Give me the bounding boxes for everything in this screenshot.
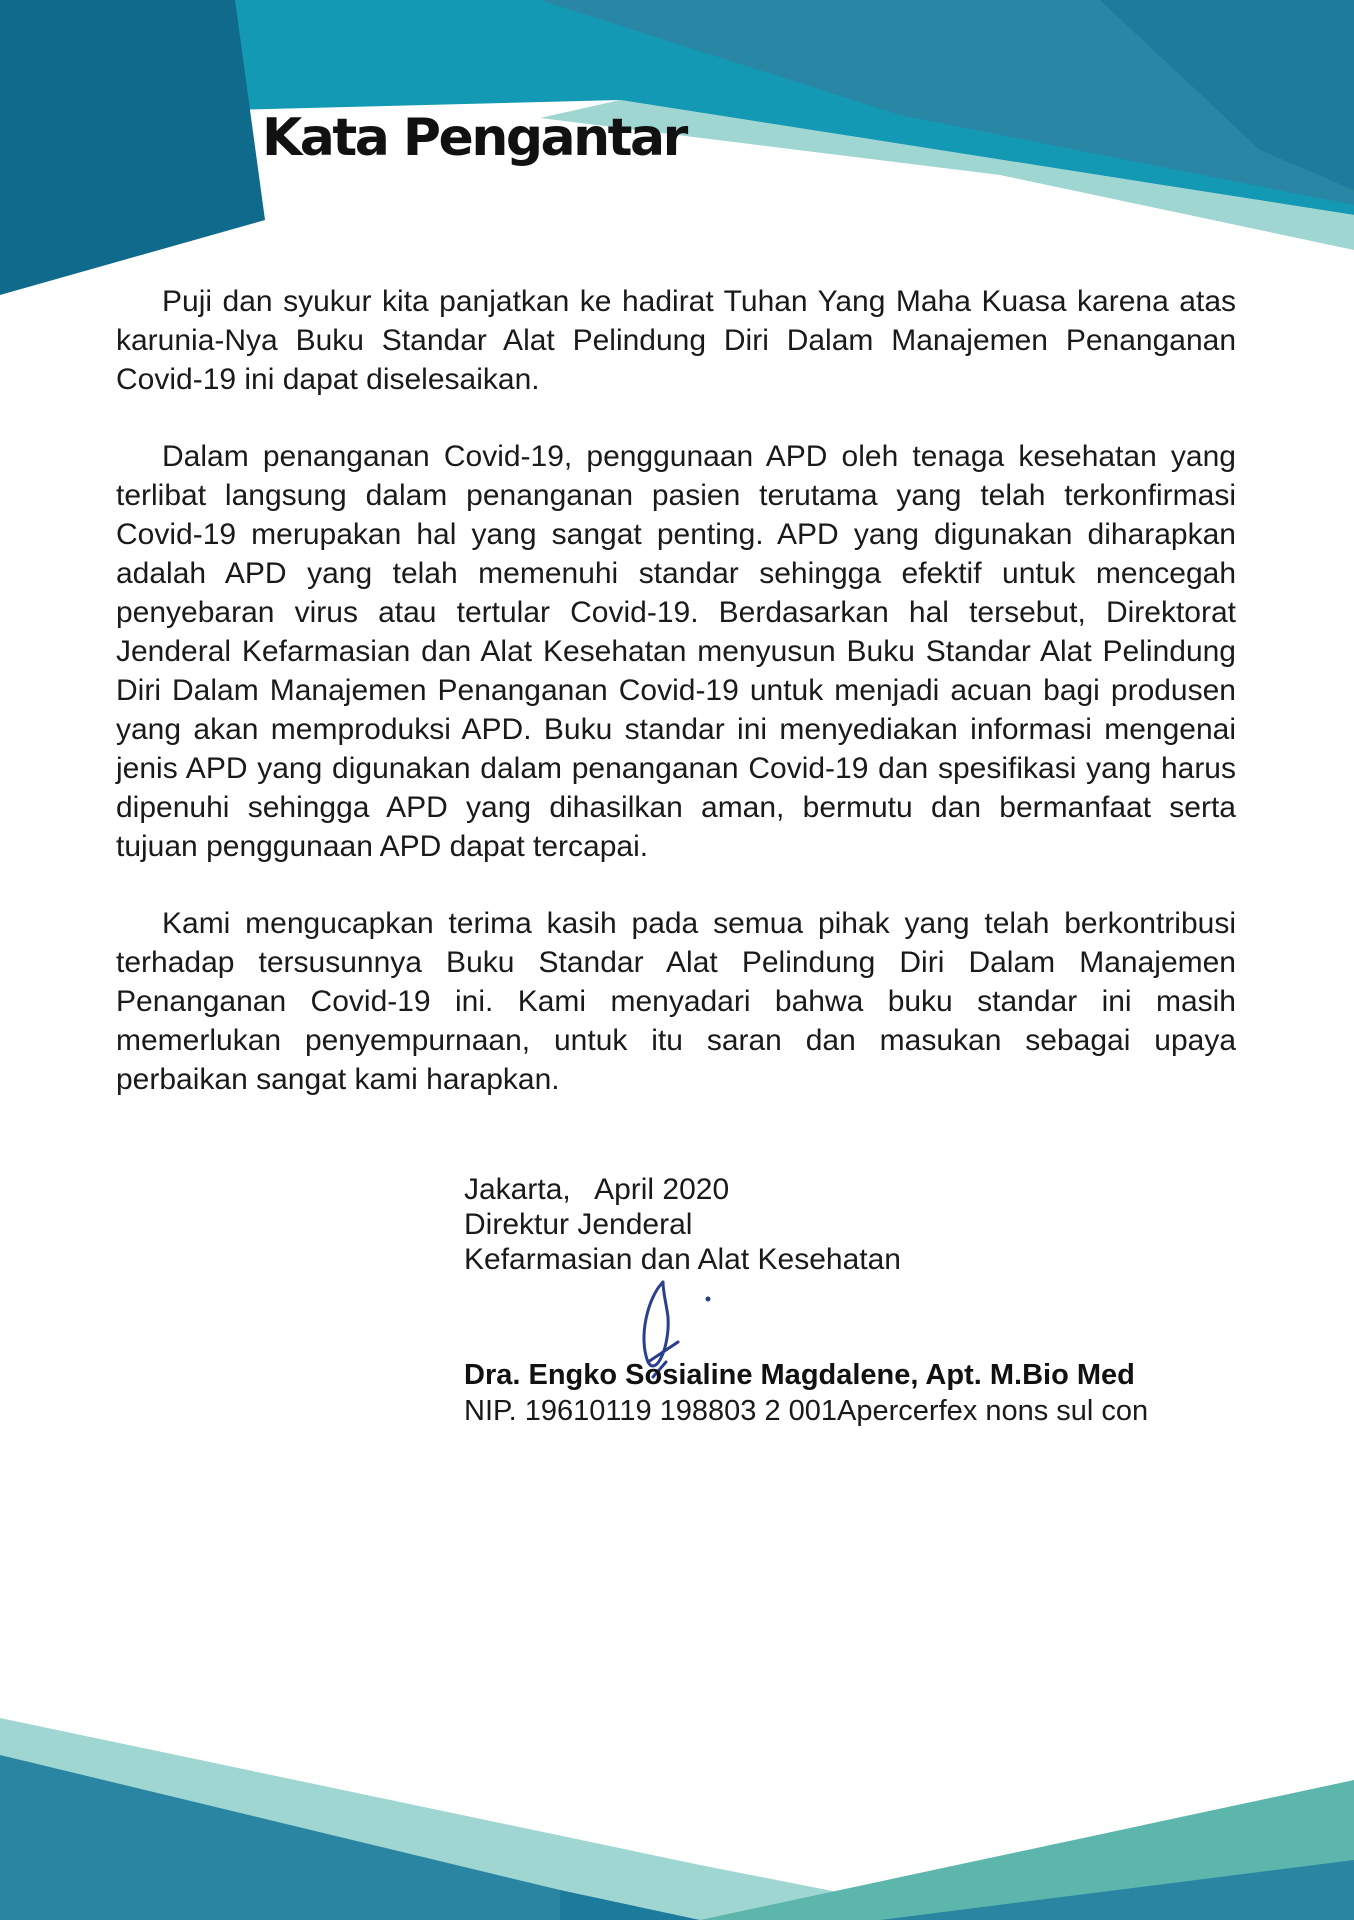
paragraph-main: Dalam penanganan Covid-19, penggunaan APD oleh tenaga kesehatan yang terlibat langsung dalam penanganan pasien terutama yang telah terkonfirmasi Covid-19 merupakan hal yang sangat penting. APD yang digunakan diharapkan adalah APD yang telah memenuhi standar sehingga efektif untuk mencegah penyebaran virus atau tertular Covid-19. Berdasarkan hal tersebut, Direktorat Jenderal Kefarmasian dan Alat Kesehatan menyusun Buku Standar Alat Pelindung Diri Dalam Manajemen Penanganan Covid-19 untuk menjadi acuan bagi produsen yang akan memproduksi APD. Buku standar ini menyediakan informasi mengenai jenis APD yang digunakan dalam penanganan Covid-19 dan spesifikasi yang harus dipenuhi sehingga APD yang dihasilkan aman, bermutu dan bermanfaat serta tujuan penggunaan APD dapat tercapai. xyxy=(116,440,1236,863)
paragraph-thanks: Kami mengucapkan terima kasih pada semua pihak yang telah berkontribusi terhadap tersusunnya Buku Standar Alat Pelindung Diri Dalam Manajemen Penanganan Covid-19 ini. Kami menyadari bahwa buku standar ini masih memerlukan penyempurnaan, untuk itu saran dan masukan sebagai upaya perbaikan sangat kami harapkan. xyxy=(116,907,1236,1096)
paragraph-intro: Puji dan syukur kita panjatkan ke hadirat Tuhan Yang Maha Kuasa karena atas karunia-Nya Buku Standar Alat Pelindung Diri Dalam Manajemen Penanganan Covid-19 ini dapat diselesaikan. xyxy=(116,285,1236,396)
position-title: Direktur Jenderal xyxy=(464,1208,693,1241)
bottom-decoration xyxy=(0,1700,1354,1920)
signatory-nip: NIP. 19610119 198803 2 001Apercerfex nons sul con xyxy=(464,1395,1149,1427)
place-date: Jakarta, April 2020 xyxy=(464,1173,730,1206)
page-title: Kata Pengantar xyxy=(262,108,686,168)
position-department: Kefarmasian dan Alat Kesehatan xyxy=(464,1243,901,1276)
signatory-name: Dra. Engko Sosialine Magdalene, Apt. M.Bio Med xyxy=(464,1359,1135,1391)
body-text xyxy=(116,282,1236,1137)
closing-block xyxy=(464,1172,1264,1429)
